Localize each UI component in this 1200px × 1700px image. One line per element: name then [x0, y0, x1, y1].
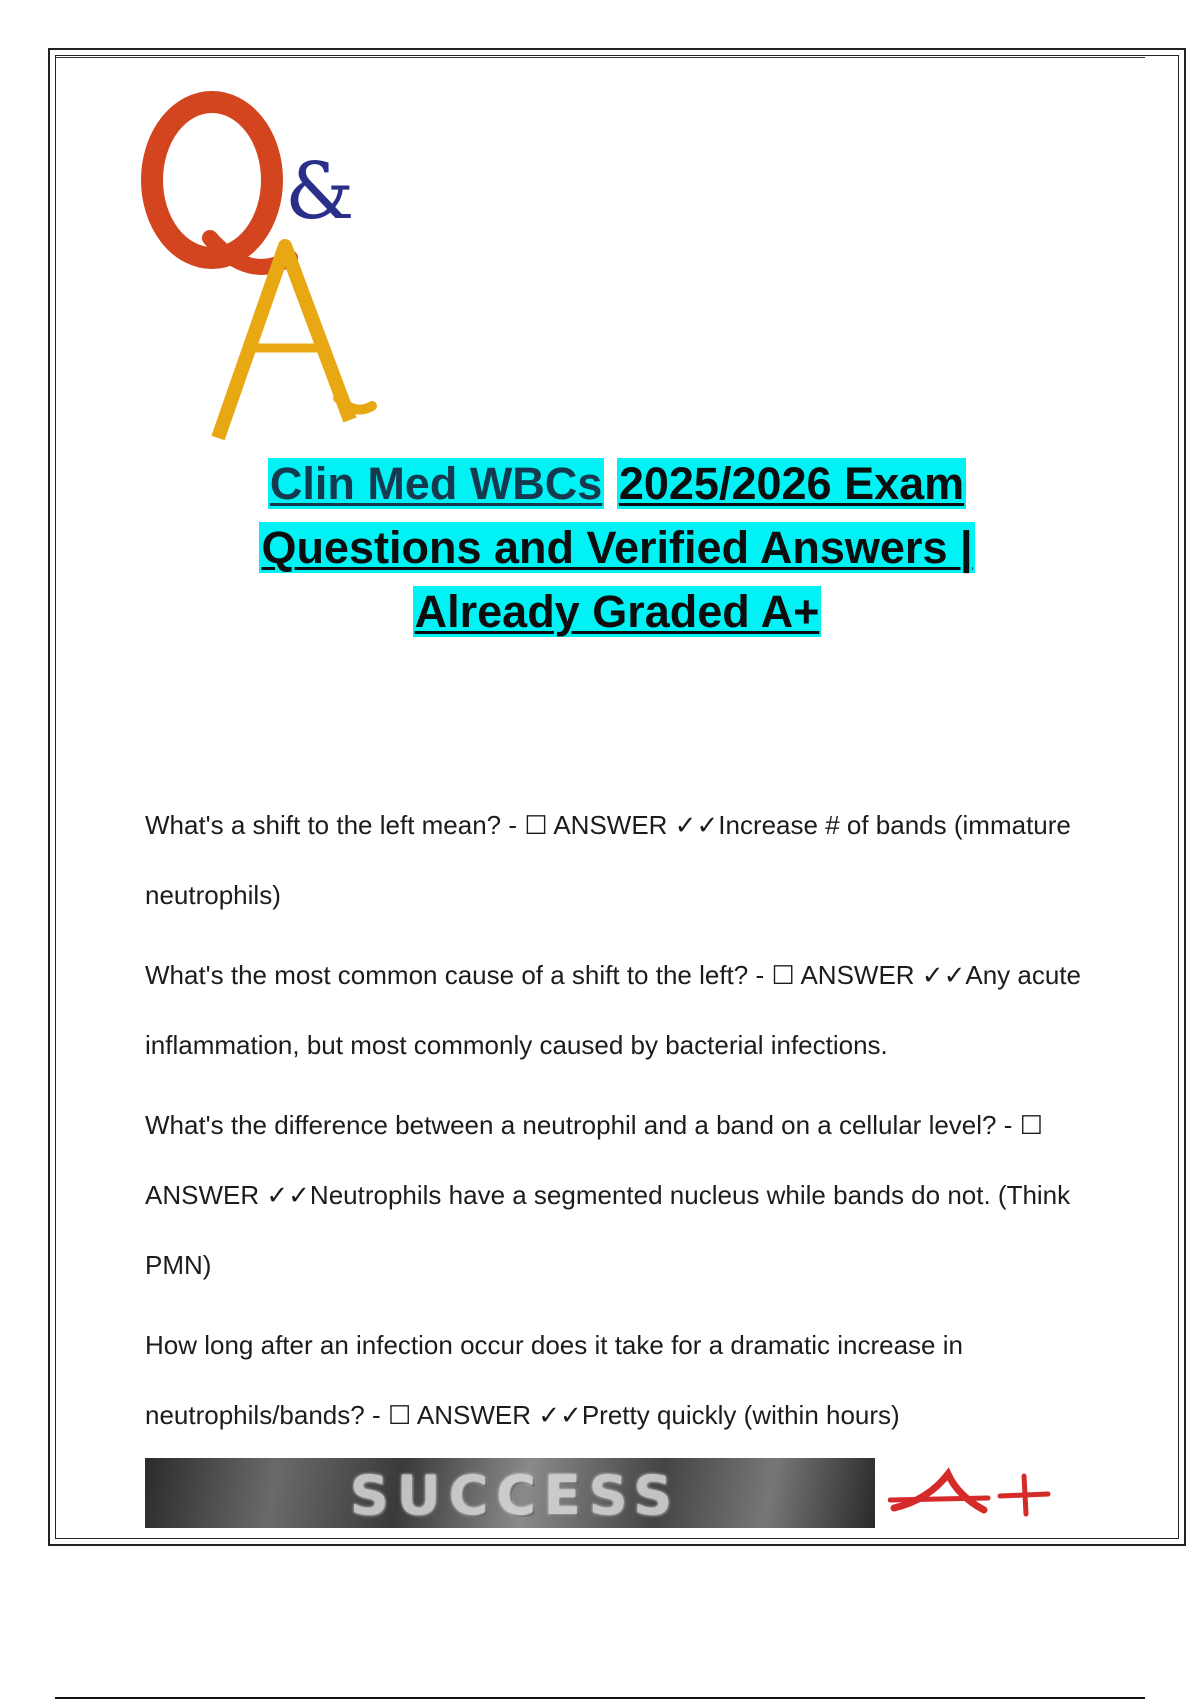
qa-text: How long after an infection occur does it take for a dramatic increase in neutrophils/bands? - ☐ ANSWER ✓✓Pretty quickly (within hours)	[145, 1330, 963, 1430]
grade-a-plus-mark	[888, 1460, 1058, 1530]
title-year-exam: 2025/2026 Exam	[618, 458, 965, 509]
qa-item	[145, 1090, 1105, 1300]
header-rule	[55, 57, 1145, 58]
title-line-1	[150, 452, 1084, 516]
title-line-3	[150, 580, 1084, 644]
title-grade: Already Graded A+	[414, 586, 820, 637]
title-subtitle: Questions and Verified Answers |	[261, 522, 973, 573]
title-subject: Clin Med WBCs	[269, 458, 603, 509]
document-title	[150, 452, 1084, 644]
qa-logo	[140, 68, 420, 448]
qa-item	[145, 790, 1105, 930]
qa-text: What's the most common cause of a shift to the left? - ☐ ANSWER ✓✓Any acute inflammation, but most commonly caused by bacterial infections.	[145, 960, 1081, 1060]
qa-text: What's a shift to the left mean? - ☐ ANSWER ✓✓Increase # of bands (immature neutrophils)	[145, 810, 1071, 910]
footer-rule	[55, 1697, 1145, 1699]
qa-item	[145, 940, 1105, 1080]
success-banner-image	[145, 1458, 875, 1528]
success-word: SUCCESS	[349, 1464, 681, 1527]
qa-list	[145, 790, 1105, 1460]
qa-text: What's the difference between a neutrophil and a band on a cellular level? - ☐ ANSWER ✓✓Neutrophils have a segmented nucleus while bands do not. (Think PMN)	[145, 1110, 1071, 1280]
qa-item	[145, 1310, 1105, 1450]
title-line-2	[150, 516, 1084, 580]
svg-text:&: &	[285, 147, 355, 237]
